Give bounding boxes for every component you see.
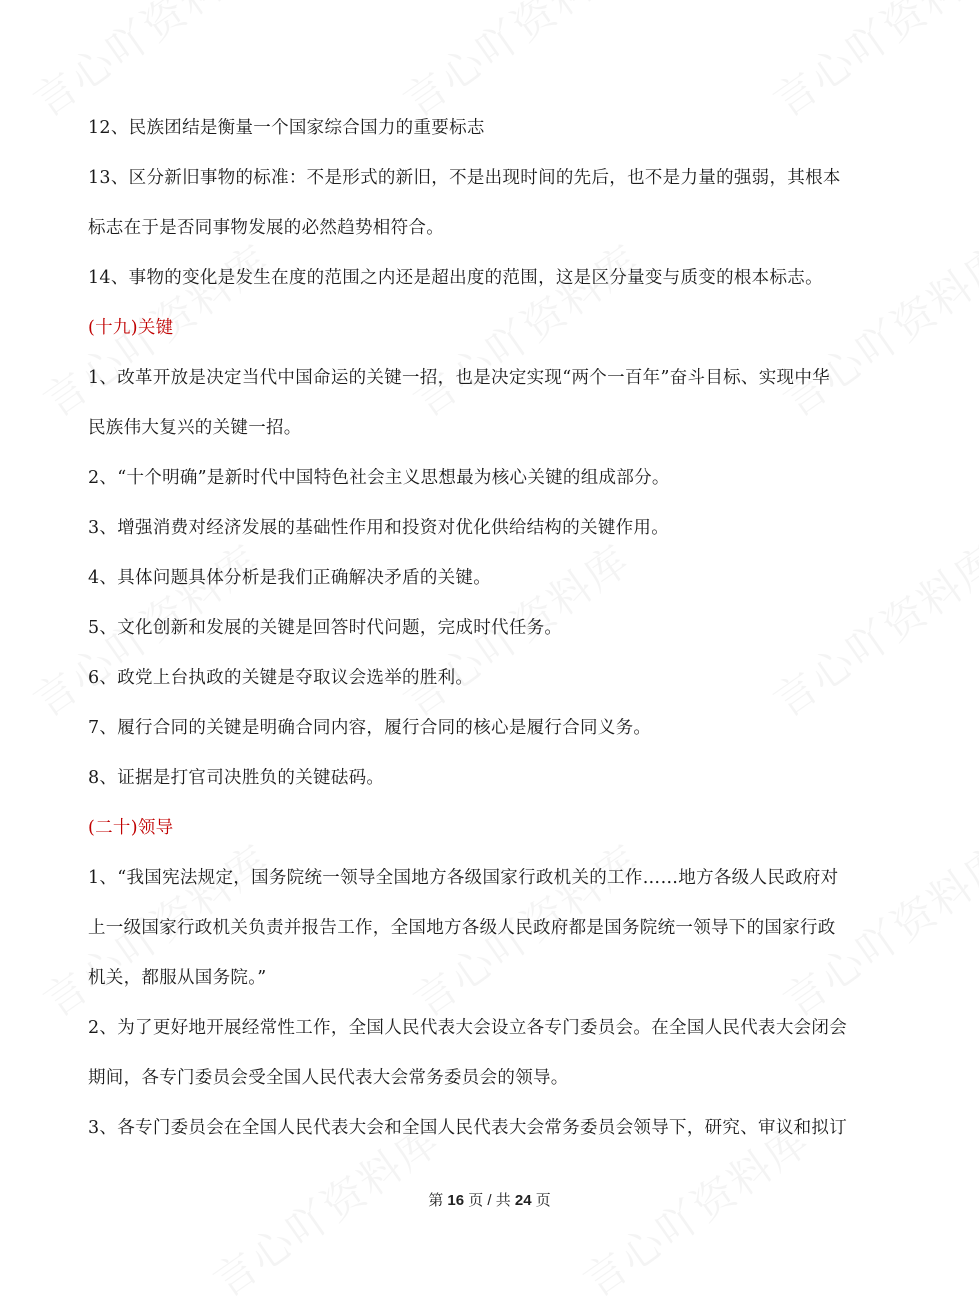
paragraph-line: 3、增强消费对经济发展的基础性作用和投资对优化供给结构的关键作用。 (88, 518, 670, 538)
paragraph-line: 14、事物的变化是发生在度的范围之内还是超出度的范围，这是区分量变与质变的根本标志。 (88, 268, 823, 288)
paragraph-line: 期间，各专门委员会受全国人民代表大会常务委员会的领导。 (88, 1068, 569, 1088)
page-number-middle: 页 / 共 (468, 1192, 511, 1209)
paragraph-line: 上一级国家行政机关负责并报告工作，全国地方各级人民政府都是国务院统一领导下的国家行政 (88, 918, 836, 938)
paragraph-line: 标志在于是否同事物发展的必然趋势相符合。 (88, 218, 444, 238)
current-page-number: 16 (447, 1192, 465, 1209)
page-number-prefix: 第 (428, 1192, 444, 1209)
paragraph-line: 1、改革开放是决定当代中国命运的关键一招，也是决定实现“两个一百年”奋斗目标、实现中华 (88, 368, 830, 388)
section-heading: (十九)关键 (88, 318, 174, 338)
paragraph-line: 机关，都服从国务院。” (88, 968, 267, 988)
section-heading: (二十)领导 (88, 818, 174, 838)
paragraph-line: 2、“十个明确”是新时代中国特色社会主义思想最为核心关键的组成部分。 (88, 468, 670, 488)
paragraph-line: 1、“我国宪法规定，国务院统一领导全国地方各级国家行政机关的工作……地方各级人民政府对 (88, 868, 839, 888)
page-footer (0, 1189, 979, 1210)
paragraph-line: 7、履行合同的关键是明确合同内容，履行合同的核心是履行合同义务。 (88, 718, 652, 738)
paragraph-line: 5、文化创新和发展的关键是回答时代问题，完成时代任务。 (88, 618, 563, 638)
paragraph-line: 2、为了更好地开展经常性工作，全国人民代表大会设立各专门委员会。在全国人民代表大会闭会 (88, 1018, 848, 1038)
page-number-suffix: 页 (535, 1192, 551, 1209)
paragraph-line: 3、各专门委员会在全国人民代表大会和全国人民代表大会常务委员会领导下，研究、审议和拟订 (88, 1118, 848, 1138)
paragraph-line: 6、政党上台执政的关键是夺取议会选举的胜利。 (88, 668, 474, 688)
paragraph-line: 民族伟大复兴的关键一招。 (88, 418, 302, 438)
paragraph-line: 4、具体问题具体分析是我们正确解决矛盾的关键。 (88, 568, 492, 588)
paragraph-line: 13、区分新旧事物的标准：不是形式的新旧，不是出现时间的先后，也不是力量的强弱，其根本 (88, 168, 841, 188)
paragraph-line: 8、证据是打官司决胜负的关键砝码。 (88, 768, 385, 788)
total-page-count: 24 (514, 1192, 532, 1209)
paragraph-line: 12、民族团结是衡量一个国家综合国力的重要标志 (88, 118, 485, 138)
